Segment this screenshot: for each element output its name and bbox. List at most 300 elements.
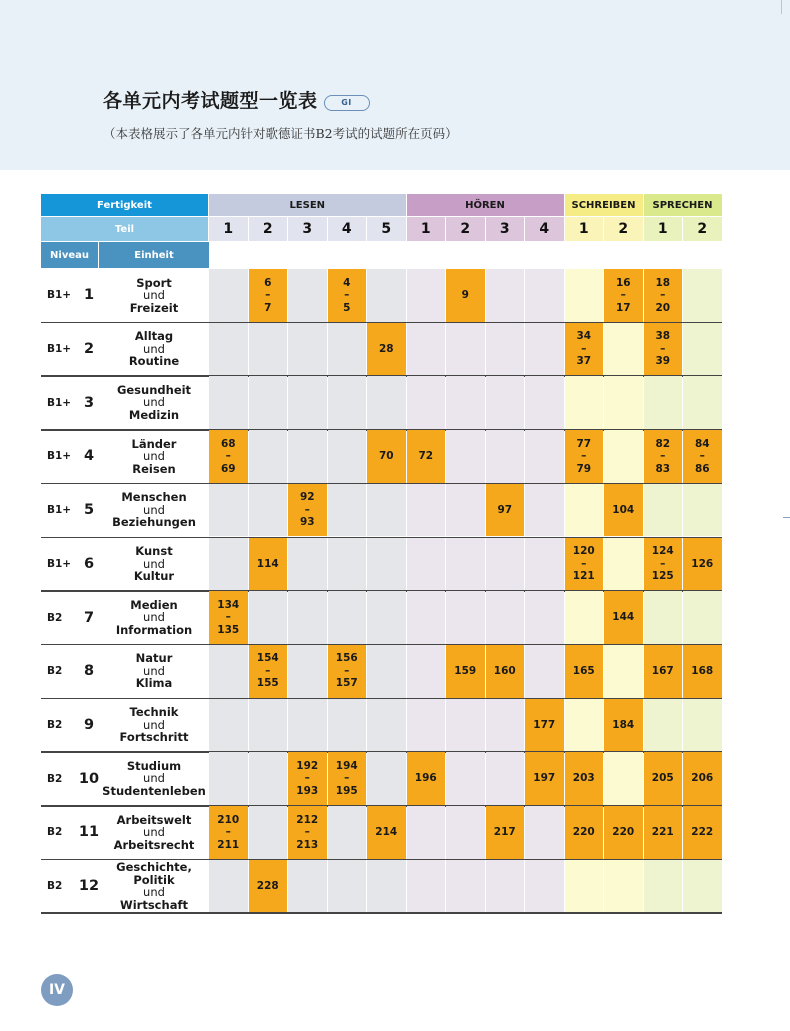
empty-cell: [446, 860, 485, 913]
empty-cell: [486, 376, 525, 429]
unit-number: 1: [83, 287, 95, 304]
empty-cell: [209, 752, 248, 805]
page-ref-cell: [644, 806, 683, 859]
teil-number-lesen-4: [328, 217, 367, 241]
empty-cell: [328, 806, 367, 859]
empty-cell: [288, 699, 327, 752]
empty-cell: [367, 376, 406, 429]
empty-cell: [328, 430, 367, 483]
page-ref-cell: [683, 538, 722, 591]
niveau-value: B1+: [47, 504, 72, 517]
page-ref-value: 97: [497, 503, 513, 516]
teil-number-lesen-5: [367, 217, 406, 241]
page-ref-value: –: [660, 289, 666, 302]
empty-cell: [486, 430, 525, 483]
empty-cell: [683, 484, 722, 537]
page-ref-value: 211: [217, 838, 240, 851]
niveau-value: B2: [47, 665, 63, 678]
page-ref-cell: [683, 645, 722, 698]
empty-cell: [328, 484, 367, 537]
page-ref-value: 93: [299, 516, 315, 529]
empty-cell: [249, 806, 288, 859]
empty-cell: [604, 645, 643, 698]
empty-cell: [525, 269, 564, 322]
empty-cell: [209, 269, 248, 322]
page-ref-value: 125: [651, 570, 674, 583]
row-niveau-6: [41, 538, 79, 591]
empty-cell: [328, 860, 367, 913]
einheit-line: Routine: [128, 354, 180, 369]
teil-number-sprechen-2: [683, 217, 722, 241]
empty-cell: [644, 860, 683, 913]
page-ref-cell: [209, 591, 248, 644]
einheit-line: Gesundheit: [116, 382, 192, 397]
einheit-line: Freizeit: [129, 300, 179, 315]
page-ref-value: –: [265, 289, 271, 302]
page-ref-value: –: [304, 772, 310, 785]
page-ref-value: 135: [217, 623, 240, 636]
page-ref-value: –: [581, 450, 587, 463]
empty-cell: [407, 484, 446, 537]
niveau-value: B1+: [47, 557, 72, 570]
empty-cell: [407, 806, 446, 859]
empty-cell: [367, 269, 406, 322]
header-divider: [41, 268, 722, 269]
empty-cell: [367, 860, 406, 913]
einheit-line: Geschichte, Politik: [116, 860, 192, 887]
row-einheit-7: [99, 591, 209, 644]
teil-number-label: 2: [697, 221, 708, 237]
page-ref-cell: [644, 752, 683, 805]
page-ref-value: 69: [220, 462, 236, 475]
empty-cell: [446, 376, 485, 429]
empty-cell: [525, 376, 564, 429]
row-einheit-12: [99, 860, 209, 913]
empty-cell: [367, 699, 406, 752]
page-ref-value: –: [660, 450, 666, 463]
empty-cell: [604, 538, 643, 591]
margin-mark: [783, 517, 790, 518]
page-ref-cell: [249, 645, 288, 698]
empty-cell: [446, 699, 485, 752]
page-ref-value: 104: [612, 503, 635, 516]
page-ref-value: 6: [264, 276, 272, 289]
margin-mark: [781, 0, 782, 14]
empty-cell: [367, 591, 406, 644]
teil-number-label: 4: [539, 221, 550, 237]
einheit-line: Länder: [131, 436, 177, 451]
empty-cell: [249, 591, 288, 644]
page-ref-value: –: [620, 289, 626, 302]
empty-cell: [367, 538, 406, 591]
page-ref-cell: [525, 752, 564, 805]
empty-cell: [565, 484, 604, 537]
page-ref-value: 92: [299, 491, 315, 504]
page-ref-value: 4: [343, 276, 351, 289]
teil-number-hoeren-1: [407, 217, 446, 241]
page-ref-value: –: [699, 450, 705, 463]
teil-number-hoeren-4: [525, 217, 564, 241]
einheit-line: und: [143, 610, 165, 625]
einheit-header: [99, 242, 209, 268]
row-niveau-11: [41, 806, 79, 859]
teil-number-label: 2: [262, 221, 273, 237]
unit-number: 8: [83, 663, 95, 680]
page-ref-cell: [209, 430, 248, 483]
unit-number: 10: [78, 770, 100, 787]
page-ref-value: 79: [576, 462, 592, 475]
empty-cell: [525, 591, 564, 644]
page-ref-value: 68: [220, 437, 236, 450]
page-ref-value: –: [304, 826, 310, 839]
page-ref-value: 120: [572, 545, 595, 558]
page-ref-cell: [288, 752, 327, 805]
row-niveau-9: [41, 699, 79, 752]
teil-number-lesen-1: [209, 217, 248, 241]
empty-cell: [249, 484, 288, 537]
row-einheit-5: [99, 484, 209, 537]
niveau-value: B2: [47, 611, 63, 624]
empty-cell: [407, 699, 446, 752]
page-ref-value: 156: [335, 652, 358, 665]
skill-label-hoeren: HÖREN: [465, 199, 505, 211]
page-ref-value: 203: [572, 772, 595, 785]
page-ref-cell: [644, 645, 683, 698]
row-niveau-1: [41, 269, 79, 322]
page-ref-value: –: [225, 826, 231, 839]
empty-cell: [209, 860, 248, 913]
niveau-value: B2: [47, 826, 63, 839]
row-niveau-12: [41, 860, 79, 913]
empty-cell: [328, 538, 367, 591]
row-niveau-10: [41, 752, 79, 805]
empty-cell: [525, 323, 564, 376]
page-ref-value: 221: [651, 826, 674, 839]
teil-number-label: 1: [223, 221, 234, 237]
teil-number-lesen-3: [288, 217, 327, 241]
page-ref-value: 157: [335, 677, 358, 690]
page-ref-cell: [565, 645, 604, 698]
fertigkeit-header: [41, 194, 208, 216]
einheit-line: Menschen: [121, 490, 187, 505]
page-ref-value: 168: [691, 664, 714, 677]
empty-cell: [446, 323, 485, 376]
empty-cell: [683, 860, 722, 913]
teil-number-schreiben-1: [565, 217, 604, 241]
row-einheit-8: [99, 645, 209, 698]
niveau-value: B1+: [47, 289, 72, 302]
unit-number: 3: [83, 394, 95, 411]
unit-number: 11: [78, 824, 100, 841]
page-ref-value: –: [660, 557, 666, 570]
empty-cell: [367, 752, 406, 805]
empty-cell: [288, 645, 327, 698]
skill-label-sprechen: SPRECHEN: [652, 199, 713, 211]
empty-cell: [249, 699, 288, 752]
empty-cell: [644, 699, 683, 752]
page-ref-value: 144: [612, 611, 635, 624]
row-einheit-4: [99, 430, 209, 483]
empty-cell: [446, 484, 485, 537]
row-unit-number-7: [77, 591, 101, 644]
empty-cell: [565, 269, 604, 322]
page-ref-value: 121: [572, 570, 595, 583]
page-ref-cell: [367, 323, 406, 376]
page-ref-value: –: [304, 503, 310, 516]
empty-cell: [486, 591, 525, 644]
unit-number: 4: [83, 448, 95, 465]
empty-cell: [565, 699, 604, 752]
row-unit-number-10: [77, 752, 101, 805]
empty-cell: [486, 323, 525, 376]
empty-cell: [288, 269, 327, 322]
empty-cell: [446, 538, 485, 591]
header-banner: [0, 0, 790, 170]
empty-cell: [604, 860, 643, 913]
empty-cell: [209, 323, 248, 376]
page-ref-cell: [525, 699, 564, 752]
page-ref-value: 196: [414, 772, 437, 785]
page-ref-value: 206: [691, 772, 714, 785]
page-ref-value: –: [225, 450, 231, 463]
page-ref-value: 195: [335, 784, 358, 797]
page-ref-value: 159: [454, 664, 477, 677]
empty-cell: [644, 484, 683, 537]
page-ref-cell: [604, 484, 643, 537]
empty-cell: [446, 430, 485, 483]
empty-cell: [644, 376, 683, 429]
empty-cell: [288, 376, 327, 429]
empty-cell: [604, 752, 643, 805]
empty-cell: [565, 860, 604, 913]
einheit-line: Studium: [126, 758, 182, 773]
skill-header-lesen: [209, 194, 406, 216]
niveau-header: [41, 242, 98, 268]
page-ref-cell: [644, 269, 683, 322]
unit-number: 2: [83, 341, 95, 358]
page-title-text: 各单元内考试题型一览表: [103, 90, 318, 112]
page-ref-cell: [249, 860, 288, 913]
page-subtitle: （本表格展示了各单元内针对歌德证书B2考试的试题所在页码）: [103, 126, 458, 141]
empty-cell: [328, 699, 367, 752]
empty-cell: [525, 430, 564, 483]
page-ref-value: –: [265, 664, 271, 677]
empty-cell: [328, 591, 367, 644]
page-ref-cell: [565, 806, 604, 859]
teil-number-hoeren-2: [446, 217, 485, 241]
page-ref-cell: [604, 806, 643, 859]
page-ref-cell: [683, 752, 722, 805]
fertigkeit-label: Fertigkeit: [97, 199, 152, 211]
skill-label-lesen: LESEN: [289, 199, 326, 211]
page-ref-value: 197: [533, 772, 556, 785]
page-ref-value: 72: [418, 450, 434, 463]
row-unit-number-5: [77, 484, 101, 537]
einheit-line: und: [143, 341, 165, 356]
page-ref-cell: [604, 591, 643, 644]
skill-header-sprechen: [644, 194, 722, 216]
einheit-label: Einheit: [134, 249, 174, 261]
unit-number: 7: [83, 609, 95, 626]
page-ref-cell: [367, 806, 406, 859]
empty-cell: [683, 323, 722, 376]
row-unit-number-11: [77, 806, 101, 859]
empty-cell: [446, 752, 485, 805]
niveau-value: B2: [47, 718, 63, 731]
einheit-line: Klima: [135, 676, 173, 691]
page-ref-value: 222: [691, 826, 714, 839]
row-niveau-2: [41, 323, 79, 376]
einheit-line: und: [143, 502, 165, 517]
row-einheit-11: [99, 806, 209, 859]
empty-cell: [328, 376, 367, 429]
page-ref-value: 192: [296, 759, 319, 772]
page-ref-value: 84: [694, 437, 710, 450]
unit-number: 5: [83, 502, 95, 519]
empty-cell: [683, 376, 722, 429]
row-unit-number-3: [77, 376, 101, 429]
einheit-line: und: [143, 771, 165, 786]
teil-label: Teil: [114, 223, 135, 235]
page-ref-value: –: [344, 772, 350, 785]
empty-cell: [209, 376, 248, 429]
page-ref-value: 154: [256, 652, 279, 665]
page-ref-value: 194: [335, 759, 358, 772]
row-unit-number-9: [77, 699, 101, 752]
page-ref-value: 134: [217, 598, 240, 611]
page-ref-cell: [486, 645, 525, 698]
teil-number-label: 1: [420, 221, 431, 237]
page-ref-cell: [565, 752, 604, 805]
row-einheit-6: [99, 538, 209, 591]
page-ref-cell: [446, 645, 485, 698]
empty-cell: [486, 538, 525, 591]
page-ref-value: 20: [655, 301, 671, 314]
niveau-label: Niveau: [50, 249, 89, 261]
page-ref-cell: [565, 323, 604, 376]
page-title: [103, 86, 370, 113]
empty-cell: [328, 323, 367, 376]
empty-cell: [407, 538, 446, 591]
empty-cell: [367, 484, 406, 537]
page-ref-value: –: [344, 289, 350, 302]
empty-cell: [565, 376, 604, 429]
empty-cell: [486, 699, 525, 752]
page-ref-value: –: [581, 557, 587, 570]
row-einheit-1: [99, 269, 209, 322]
page-number: IV: [41, 974, 73, 1006]
page-ref-value: 34: [576, 330, 592, 343]
page-ref-cell: [565, 430, 604, 483]
teil-number-label: 3: [499, 221, 510, 237]
einheit-line: Alltag: [134, 329, 174, 344]
page-ref-value: –: [660, 342, 666, 355]
page-ref-cell: [407, 430, 446, 483]
page-ref-value: 165: [572, 664, 595, 677]
empty-cell: [249, 323, 288, 376]
page-ref-value: 82: [655, 437, 671, 450]
einheit-line: Wirtschaft: [120, 897, 188, 912]
page-ref-value: 228: [256, 879, 279, 892]
page-ref-value: 212: [296, 813, 319, 826]
page-ref-cell: [446, 269, 485, 322]
niveau-value: B2: [47, 772, 63, 785]
einheit-line: und: [143, 717, 165, 732]
page-ref-value: 167: [651, 664, 674, 677]
empty-cell: [644, 591, 683, 644]
page-ref-value: 5: [343, 301, 351, 314]
teil-number-label: 2: [618, 221, 629, 237]
page-ref-value: –: [344, 664, 350, 677]
niveau-value: B1+: [47, 450, 72, 463]
page-ref-cell: [288, 484, 327, 537]
row-einheit-10: [99, 752, 209, 805]
empty-cell: [683, 699, 722, 752]
page-ref-cell: [565, 538, 604, 591]
page-ref-value: –: [225, 611, 231, 624]
empty-cell: [288, 591, 327, 644]
einheit-line: Medien: [130, 597, 178, 612]
page-ref-cell: [328, 269, 367, 322]
empty-cell: [525, 645, 564, 698]
empty-cell: [209, 699, 248, 752]
page-ref-value: 38: [655, 330, 671, 343]
page-ref-value: 124: [651, 545, 674, 558]
empty-cell: [407, 376, 446, 429]
page-ref-cell: [249, 538, 288, 591]
page-ref-cell: [644, 538, 683, 591]
einheit-line: und: [143, 825, 165, 840]
page-ref-value: 126: [691, 557, 714, 570]
einheit-line: und: [143, 663, 165, 678]
einheit-line: Fortschritt: [119, 730, 189, 745]
page-ref-value: 39: [655, 355, 671, 368]
page-ref-cell: [486, 806, 525, 859]
einheit-line: Beziehungen: [112, 515, 196, 530]
einheit-line: Kultur: [133, 569, 175, 584]
page-ref-cell: [328, 645, 367, 698]
empty-cell: [604, 376, 643, 429]
page-ref-cell: [644, 323, 683, 376]
page-ref-cell: [604, 269, 643, 322]
page-ref-cell: [367, 430, 406, 483]
page-ref-value: 83: [655, 462, 671, 475]
einheit-line: und: [143, 395, 165, 410]
einheit-line: und: [143, 449, 165, 464]
teil-header: [41, 217, 208, 241]
empty-cell: [407, 860, 446, 913]
page-ref-value: 37: [576, 355, 592, 368]
empty-cell: [407, 645, 446, 698]
row-einheit-2: [99, 323, 209, 376]
row-niveau-7: [41, 591, 79, 644]
teil-number-label: 1: [657, 221, 668, 237]
page-ref-cell: [486, 484, 525, 537]
empty-cell: [683, 269, 722, 322]
row-divider: [41, 912, 722, 914]
page-ref-value: 210: [217, 813, 240, 826]
page-ref-value: 193: [296, 784, 319, 797]
unit-number: 12: [78, 878, 100, 895]
empty-cell: [486, 269, 525, 322]
empty-cell: [565, 591, 604, 644]
teil-number-lesen-2: [249, 217, 288, 241]
skill-label-schreiben: SCHREIBEN: [571, 199, 636, 211]
empty-cell: [683, 591, 722, 644]
einheit-line: Sport: [136, 275, 172, 290]
page-ref-value: 220: [572, 826, 595, 839]
einheit-line: Kunst: [135, 544, 173, 559]
